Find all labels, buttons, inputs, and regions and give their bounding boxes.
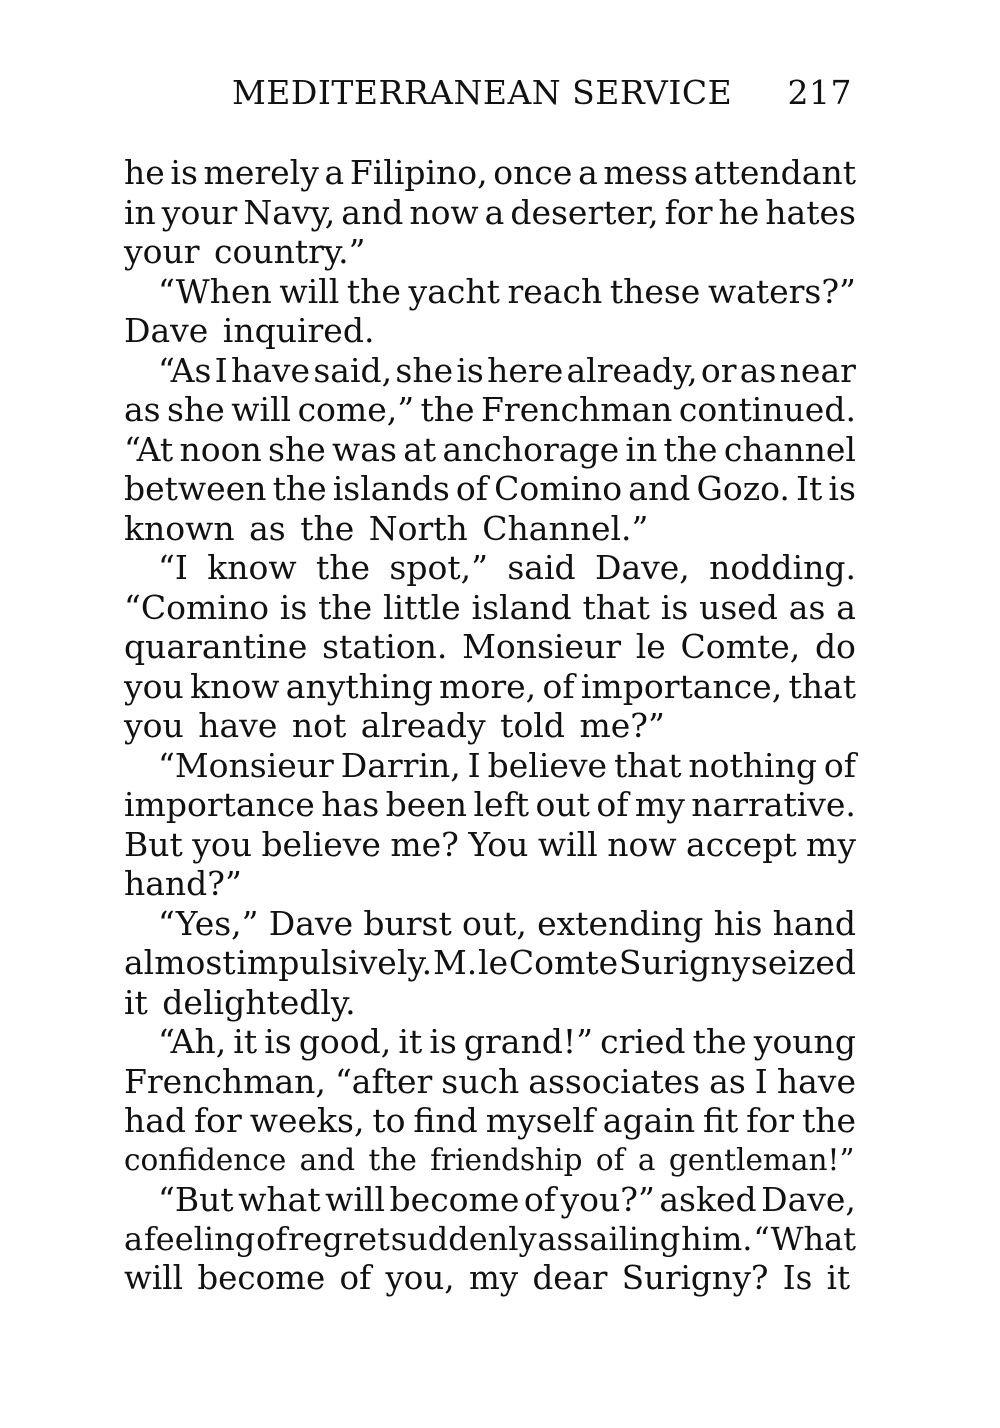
word: le — [635, 627, 666, 666]
text-line: it delightedly. — [124, 982, 356, 1022]
word: Filipino, — [349, 153, 488, 192]
word: you — [124, 666, 184, 706]
word: been — [385, 785, 468, 824]
word: Dave, — [761, 1180, 856, 1219]
word: is — [264, 1022, 292, 1061]
word: he — [124, 153, 165, 192]
text-line — [124, 588, 856, 628]
text-line — [124, 627, 856, 667]
word: the — [318, 587, 373, 627]
word: weeks, — [249, 1101, 365, 1140]
word: of — [542, 666, 575, 706]
word: come,” — [297, 390, 415, 429]
word: of — [823, 745, 856, 785]
word: for — [193, 1101, 242, 1140]
text-line — [124, 351, 856, 391]
word: near — [779, 350, 856, 390]
word: in — [124, 192, 156, 232]
word: asked — [659, 1180, 757, 1219]
text-line — [124, 785, 856, 825]
word: Frenchman — [481, 390, 673, 429]
word: quarantine — [124, 627, 308, 666]
word: is — [279, 587, 308, 627]
word: is — [456, 350, 484, 390]
word: that — [614, 745, 682, 785]
word: the — [801, 1101, 856, 1140]
word: and — [628, 469, 691, 508]
word: Comino — [494, 469, 623, 508]
word: out, — [462, 903, 527, 943]
word: “after — [334, 1061, 433, 1101]
word: these — [609, 271, 701, 311]
word: yacht — [408, 271, 500, 311]
word: “Yes,” — [158, 903, 259, 943]
word: of — [596, 785, 629, 824]
word: continued. — [678, 390, 856, 429]
word: it — [233, 1022, 258, 1061]
word: was — [332, 429, 397, 469]
text-line — [124, 825, 856, 865]
word: is — [429, 1022, 457, 1061]
word: le — [478, 943, 509, 982]
word: once — [493, 153, 573, 192]
word: a — [836, 587, 856, 627]
running-title: MEDITERRANEAN SERVICE — [232, 73, 733, 112]
word: Comte, — [680, 627, 801, 666]
word: my — [634, 785, 685, 824]
text-line — [124, 272, 856, 312]
word: M. — [432, 943, 478, 982]
word: used — [699, 587, 778, 627]
word: noon — [179, 429, 262, 469]
word: Dave, — [594, 548, 690, 587]
word: anchorage — [442, 429, 620, 469]
text-line — [124, 667, 856, 707]
word: narrative. — [691, 785, 856, 824]
word: nothing — [688, 745, 817, 785]
word: your — [161, 192, 238, 232]
word: island — [471, 587, 572, 627]
word: of — [256, 1219, 288, 1258]
word: as — [788, 587, 826, 627]
word: associates — [528, 1061, 701, 1101]
word: regret — [288, 1219, 390, 1258]
word: it — [398, 1022, 423, 1061]
word: waters?” — [707, 271, 856, 311]
word: she — [268, 429, 326, 469]
word: importance, — [580, 666, 783, 706]
word: But — [124, 824, 183, 864]
text-line: confidence and the friendship of a gentleman!” — [124, 1142, 855, 1177]
text-line — [124, 1101, 856, 1141]
word: Gozo. — [696, 469, 790, 508]
word: had — [124, 1101, 187, 1140]
word: I — [214, 350, 228, 390]
word: as — [124, 390, 161, 429]
word: assailing — [537, 1219, 681, 1258]
word: and — [341, 192, 404, 232]
word: as — [709, 1061, 746, 1101]
word: again — [602, 1101, 696, 1140]
word: that — [582, 587, 650, 627]
text-line — [124, 746, 856, 786]
word: the — [663, 429, 718, 469]
word: “As — [158, 350, 212, 390]
word: a — [578, 153, 598, 192]
word: left — [473, 785, 530, 824]
text-line — [124, 1220, 856, 1260]
word: is — [660, 587, 689, 627]
text-line: known as the North Channel.” — [124, 508, 649, 548]
word: already, — [566, 350, 698, 390]
word: he — [718, 192, 760, 232]
text-line — [124, 390, 856, 430]
word: merely — [203, 153, 319, 192]
word: good, — [298, 1022, 392, 1061]
word: “At — [124, 429, 174, 469]
body-text — [124, 153, 856, 1299]
word: at — [403, 429, 437, 469]
word: “I — [158, 548, 188, 587]
word: now — [607, 824, 677, 864]
word: have — [230, 350, 311, 390]
word: more, — [439, 666, 537, 706]
word: impulsively. — [236, 943, 433, 982]
word: you — [192, 824, 252, 864]
text-line: Dave inquired. — [124, 311, 375, 350]
word: cried — [600, 1022, 686, 1061]
word: “When — [158, 271, 272, 311]
word: deserter, — [510, 192, 659, 232]
word: in — [625, 429, 658, 469]
word: have — [776, 1061, 856, 1101]
word: feeling — [143, 1219, 256, 1258]
word: do — [814, 627, 856, 666]
word: believe — [261, 824, 381, 864]
text-line: will become of you, my dear Surigny? Is it — [124, 1259, 851, 1297]
word: out — [535, 785, 590, 824]
word: Dave — [268, 903, 354, 943]
word: “Ah, — [158, 1022, 227, 1061]
word: know — [207, 548, 297, 587]
text-line — [124, 193, 856, 233]
word: for — [664, 192, 713, 232]
word: will — [325, 1180, 386, 1219]
word: I — [467, 745, 481, 785]
word: suddenly — [390, 1219, 537, 1258]
page-number: 217 — [787, 73, 852, 112]
word: seized — [750, 943, 856, 982]
word: she — [395, 350, 454, 390]
text-line — [124, 430, 856, 470]
word: Surigny — [618, 943, 751, 982]
word: I — [754, 1061, 768, 1101]
word: anything — [285, 666, 433, 706]
word: has — [321, 785, 380, 824]
word: the — [272, 469, 327, 508]
word: mess — [603, 153, 689, 192]
word: fit — [702, 1101, 739, 1140]
word: find — [413, 1101, 478, 1140]
word: to — [372, 1101, 406, 1140]
word: believe — [487, 745, 608, 785]
word: attendant — [693, 153, 856, 192]
word: between — [124, 469, 267, 508]
word: a — [324, 153, 345, 192]
text-line — [124, 1180, 856, 1220]
word: as — [739, 350, 777, 390]
text-line: your country.” — [124, 232, 366, 271]
word: such — [441, 1061, 520, 1101]
word: station. — [322, 627, 448, 666]
running-head — [124, 70, 856, 116]
word: little — [383, 587, 461, 627]
word: “Comino — [124, 587, 269, 627]
text-line — [124, 153, 856, 193]
text-line: hand?” — [124, 864, 242, 903]
word: of — [523, 1180, 556, 1219]
word: him. — [681, 1219, 753, 1258]
text-line — [124, 469, 856, 509]
word: that — [788, 666, 856, 706]
word: said, — [313, 350, 393, 390]
word: know — [190, 666, 280, 706]
word: his — [713, 903, 763, 943]
word: become — [389, 1180, 520, 1219]
word: Navy, — [243, 192, 336, 232]
word: “But — [158, 1180, 234, 1219]
word: me? — [390, 824, 459, 864]
text-line — [124, 548, 856, 588]
word: my — [806, 824, 856, 864]
word: now — [409, 192, 479, 232]
word: grand!” — [463, 1022, 593, 1061]
word: Frenchman, — [124, 1061, 326, 1101]
word: nodding. — [709, 548, 856, 587]
text-line: you have not already told me?” — [124, 706, 665, 745]
word: will — [231, 390, 292, 429]
word: hand — [772, 903, 856, 943]
word: islands — [332, 469, 450, 508]
word: the — [316, 548, 371, 587]
word: is — [828, 469, 856, 508]
word: said — [507, 548, 576, 587]
word: what — [238, 1180, 321, 1219]
word: Darrin, — [340, 745, 461, 785]
word: will — [537, 824, 598, 864]
word: channel — [723, 429, 856, 469]
word: It — [795, 469, 823, 508]
word: for — [746, 1101, 795, 1140]
word: a — [124, 1219, 144, 1258]
word: or — [700, 350, 737, 390]
word: spot,” — [389, 548, 488, 587]
word: of — [455, 469, 488, 508]
word: will — [279, 271, 340, 311]
text-line — [124, 1062, 856, 1102]
text-line — [124, 943, 856, 983]
word: you?” — [560, 1180, 655, 1219]
word: extending — [537, 903, 704, 943]
word: myself — [485, 1101, 595, 1140]
word: a — [484, 192, 505, 232]
word: accept — [686, 824, 797, 864]
word: is — [170, 153, 198, 192]
word: hates — [765, 192, 856, 232]
word: here — [487, 350, 564, 390]
word: Monsieur — [462, 627, 622, 666]
word: the — [420, 390, 475, 429]
word: the — [692, 1022, 747, 1061]
word: importance — [124, 785, 315, 824]
word: You — [468, 824, 529, 864]
word: Comte — [508, 943, 619, 982]
word: almost — [124, 943, 236, 982]
word: reach — [507, 271, 603, 311]
text-line — [124, 904, 856, 944]
word: “Monsieur — [158, 745, 334, 785]
word: the — [346, 271, 401, 311]
word: burst — [363, 903, 452, 943]
text-line — [124, 1022, 856, 1062]
word: young — [753, 1022, 856, 1061]
word: “What — [753, 1219, 856, 1258]
word: she — [167, 390, 225, 429]
